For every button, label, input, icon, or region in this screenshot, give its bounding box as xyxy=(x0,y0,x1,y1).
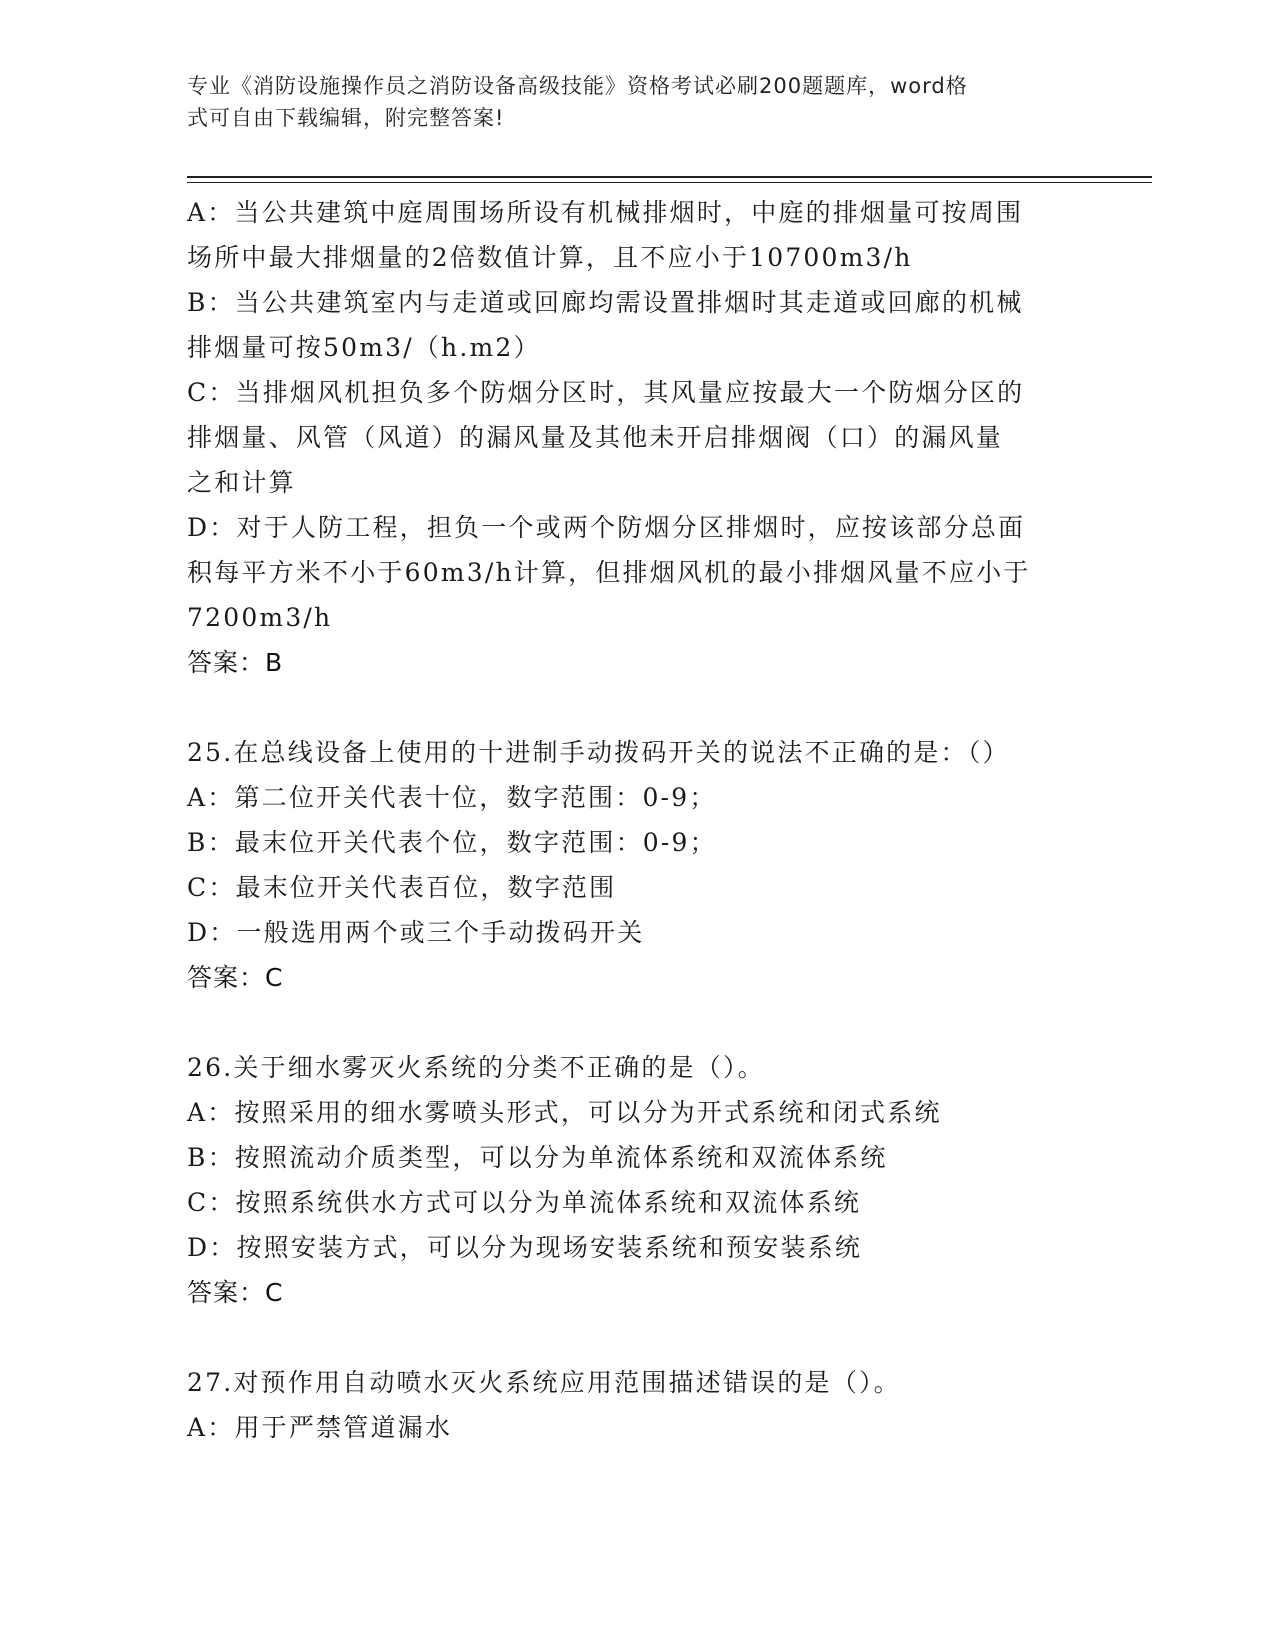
q24-option-d-line-3: 7200m3/h xyxy=(187,603,333,632)
q24-option-b-line-1: B：当公共建筑室内与走道或回廊均需设置排烟时其走道或回廊的机械 xyxy=(187,288,1024,317)
q25-option-a: A：第二位开关代表十位，数字范围：0-9； xyxy=(187,783,717,812)
q24-option-d-line-2: 积每平方米不小于60m3/h计算，但排烟风机的最小排烟风量不应小于 xyxy=(187,558,1031,587)
question-24-options xyxy=(187,190,1082,685)
q26-option-d: D：按照安装方式，可以分为现场安装系统和预安装系统 xyxy=(187,1233,863,1262)
q25-question-text: 25.在总线设备上使用的十进制手动拨码开关的说法不正确的是：（） xyxy=(187,738,1010,767)
q24-option-c-line-2: 排烟量、风管（风道）的漏风量及其他未开启排烟阀（口）的漏风量 xyxy=(187,423,1004,452)
q25-option-c: C：最末位开关代表百位，数字范围 xyxy=(187,873,617,902)
q25-option-d: D：一般选用两个或三个手动拨码开关 xyxy=(187,918,645,947)
q26-option-b: B：按照流动介质类型，可以分为单流体系统和双流体系统 xyxy=(187,1143,888,1172)
header-line-2: 式可自由下载编辑，附完整答案! xyxy=(187,106,505,130)
q27-option-a: A：用于严禁管道漏水 xyxy=(187,1413,453,1442)
q24-option-d-line-1: D：对于人防工程，担负一个或两个防烟分区排烟时，应按该部分总面 xyxy=(187,513,1026,542)
header-divider-thin xyxy=(187,182,1152,183)
question-27 xyxy=(187,1360,1082,1450)
q26-answer: 答案：C xyxy=(187,1278,284,1307)
q26-option-c: C：按照系统供水方式可以分为单流体系统和双流体系统 xyxy=(187,1188,862,1217)
q26-question-text: 26.关于细水雾灭火系统的分类不正确的是（）。 xyxy=(187,1053,765,1082)
header-line-1: 专业《消防设施操作员之消防设备高级技能》资格考试必刷200题题库，word格 xyxy=(187,74,968,98)
q24-answer: 答案：B xyxy=(187,648,284,677)
document-body xyxy=(187,190,1082,1450)
q27-question-text: 27.对预作用自动喷水灭火系统应用范围描述错误的是（）。 xyxy=(187,1368,901,1397)
q24-option-a-line-2: 场所中最大排烟量的2倍数值计算，且不应小于10700m3/h xyxy=(187,243,913,272)
q24-option-a-line-1: A：当公共建筑中庭周围场所设有机械排烟时，中庭的排烟量可按周围 xyxy=(187,198,1024,227)
q24-option-b-line-2: 排烟量可按50m3/（h.m2） xyxy=(187,333,541,362)
header-divider-thick xyxy=(187,176,1152,178)
q26-option-a: A：按照采用的细水雾喷头形式，可以分为开式系统和闭式系统 xyxy=(187,1098,942,1127)
question-25 xyxy=(187,730,1082,1000)
question-26 xyxy=(187,1045,1082,1315)
q25-answer: 答案：C xyxy=(187,963,284,992)
q24-option-c-line-1: C：当排烟风机担负多个防烟分区时，其风量应按最大一个防烟分区的 xyxy=(187,378,1025,407)
q24-option-c-line-3: 之和计算 xyxy=(187,468,296,497)
document-header xyxy=(187,70,1067,134)
q25-option-b: B：最末位开关代表个位，数字范围：0-9； xyxy=(187,828,717,857)
